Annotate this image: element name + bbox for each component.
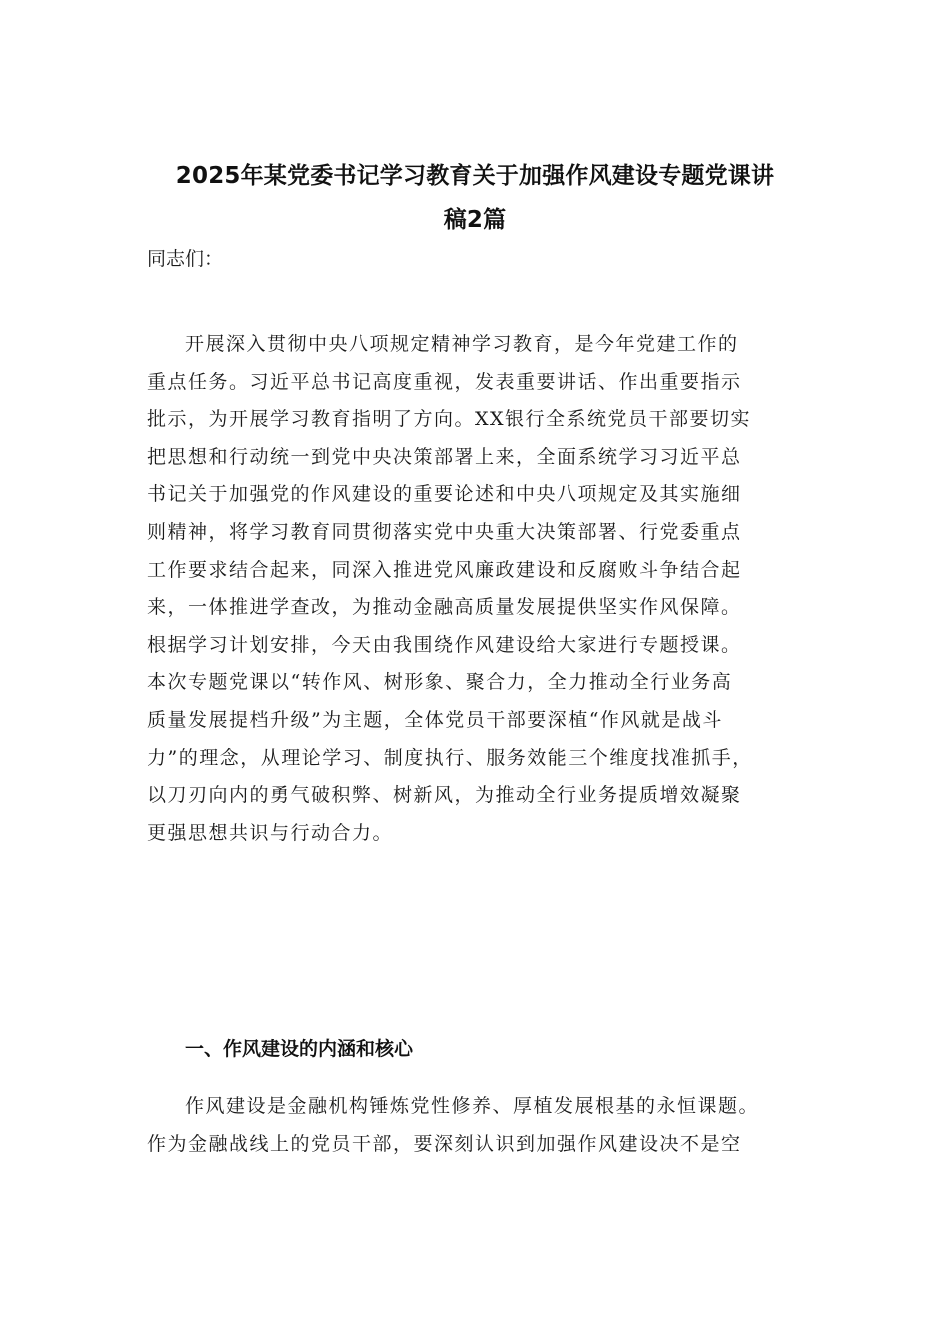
document-title — [140, 154, 810, 242]
paragraph-line: 本次专题党课以“转作风、树形象、聚合力，全力推动全行业务高 — [147, 671, 733, 694]
paragraph-line: 重点任务。习近平总书记高度重视，发表重要讲话、作出重要指示 — [147, 370, 742, 393]
title-line-1: 2025年某党委书记学习教育关于加强作风建设专题党课讲 — [175, 163, 775, 189]
paragraph-line: 根据学习计划安排，今天由我围绕作风建设给大家进行专题授课。 — [147, 633, 742, 656]
paragraph-line: 更强思想共识与行动合力。 — [147, 821, 394, 844]
paragraph-line: 作风建设是金融机构锤炼党性修养、厚植发展根基的永恒课题。 — [185, 1095, 760, 1117]
title-line-2: 稿2篇 — [443, 207, 507, 233]
paragraph-1 — [147, 326, 812, 852]
paragraph-line: 作为金融战线上的党员干部，要深刻认识到加强作风建设决不是空 — [147, 1132, 742, 1155]
paragraph-line: 则精神，将学习教育同贯彻落实党中央重大决策部署、行党委重点 — [147, 520, 742, 543]
paragraph-line: 力”的理念，从理论学习、制度执行、服务效能三个维度找准抓手， — [147, 746, 753, 769]
paragraph-line: 质量发展提档升级”为主题，全体党员干部要深植“作风就是战斗 — [147, 708, 723, 731]
paragraph-line: 开展深入贯彻中央八项规定精神学习教育，是今年党建工作的 — [185, 333, 739, 355]
paragraph-line: 以刀刃向内的勇气破积弊、树新风，为推动全行业务提质增效凝聚 — [147, 784, 742, 807]
section-heading: 一、作风建设的内涵和核心 — [185, 1038, 414, 1060]
paragraph-line: 把思想和行动统一到党中央决策部署上来，全面系统学习习近平总 — [147, 445, 742, 468]
greeting: 同志们： — [147, 248, 224, 270]
paragraph-line: 来，一体推进学查改，为推动金融高质量发展提供坚实作风保障。 — [147, 596, 742, 619]
paragraph-line: 工作要求结合起来，同深入推进党风廉政建设和反腐败斗争结合起 — [147, 558, 742, 581]
paragraph-line: 书记关于加强党的作风建设的重要论述和中央八项规定及其实施细 — [147, 483, 742, 506]
paragraph-2 — [147, 1088, 812, 1163]
paragraph-line: 批示，为开展学习教育指明了方向。XX银行全系统党员干部要切实 — [147, 408, 752, 431]
